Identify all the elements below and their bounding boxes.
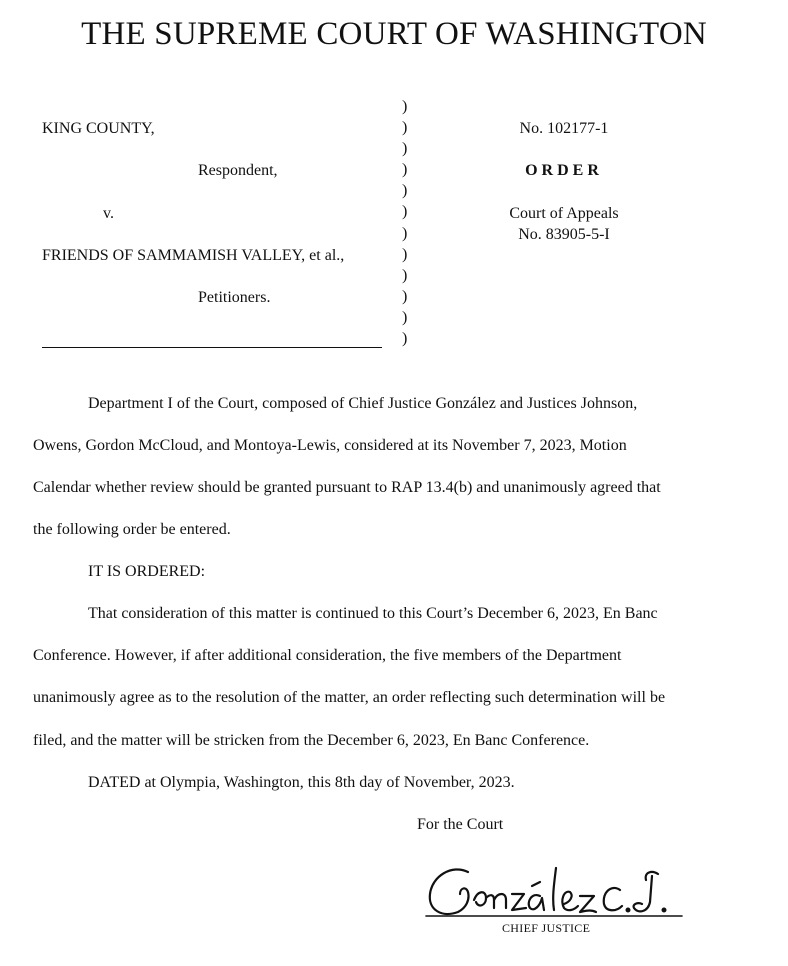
for-the-court: For the Court [417, 816, 504, 833]
lower-court-number: No. 83905-5-I [518, 226, 610, 243]
party-respondent-role: Respondent, [198, 162, 278, 179]
body-line: Conference. However, if after additional consideration, the five members of the Department [33, 647, 622, 664]
handwritten-signature [420, 850, 700, 930]
caption-rule [42, 347, 382, 348]
body-line: That consideration of this matter is continued to this Court’s December 6, 2023, En Banc [88, 605, 658, 622]
body-line: Owens, Gordon McCloud, and Montoya-Lewis, considered at its November 7, 2023, Motion [33, 437, 627, 454]
party-petitioner-name: FRIENDS OF SAMMAMISH VALLEY, et al., [42, 247, 345, 264]
document-title: ORDER [525, 162, 603, 179]
lower-court-name: Court of Appeals [509, 205, 619, 222]
body-line: the following order be entered. [33, 521, 231, 538]
body-line: filed, and the matter will be stricken from the December 6, 2023, En Banc Conference. [33, 732, 590, 749]
versus-label: v. [103, 205, 114, 222]
court-title: THE SUPREME COURT OF WASHINGTON [81, 16, 707, 52]
body-line: Calendar whether review should be granted pursuant to RAP 13.4(b) and unanimously agreed that [33, 479, 661, 496]
body-line: Department I of the Court, composed of Chief Justice González and Justices Johnson, [88, 395, 638, 412]
caption-parentheses: ) ) ) ) ) ) ) ) ) ) ) ) [402, 98, 408, 348]
case-number: No. 102177-1 [519, 120, 609, 137]
party-petitioner-role: Petitioners. [198, 289, 271, 306]
chief-justice-label: CHIEF JUSTICE [502, 921, 591, 935]
body-line: unanimously agree as to the resolution of the matter, an order reflecting such determination will be [33, 689, 666, 706]
dated-line: DATED at Olympia, Washington, this 8th day of November, 2023. [88, 774, 515, 791]
ordered-heading: IT IS ORDERED: [88, 563, 206, 580]
party-respondent-name: KING COUNTY, [42, 120, 155, 137]
